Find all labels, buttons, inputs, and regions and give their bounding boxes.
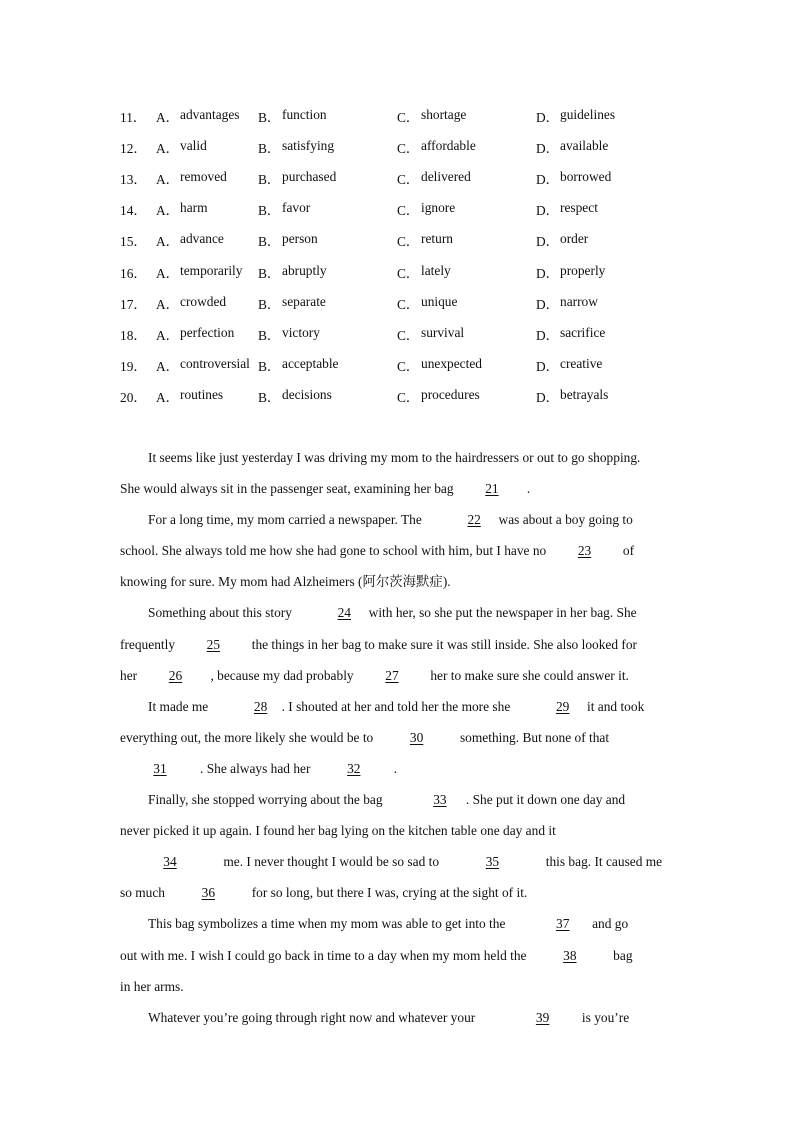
option-b[interactable] [258,294,397,313]
option-letter: D． [536,296,560,312]
option-letter: D． [536,141,560,157]
option-a[interactable] [156,169,258,188]
option-letter: A． [156,234,180,250]
option-letter: C． [397,389,420,405]
blank-35[interactable]: 35 [485,854,500,870]
option-row [120,163,680,194]
option-letter: D． [536,265,560,281]
option-word: survival [421,324,465,340]
blank-37[interactable]: 37 [556,916,570,932]
option-word: acceptable [282,355,339,371]
paragraph-5 [120,784,676,908]
option-letter: A． [156,172,180,188]
option-word: separate [282,293,326,309]
passage-text: with her, so she put the newspaper in her bag. She [365,605,637,621]
passage-text: . She always had her [200,760,314,776]
option-letter: A． [156,389,180,405]
option-a[interactable] [156,231,258,250]
paragraph-3 [120,597,676,690]
option-row [120,381,680,412]
passage-text: , because my dad probably [210,667,357,683]
option-d[interactable] [536,169,656,188]
option-letter: C． [397,172,420,188]
option-word: decisions [282,386,332,402]
option-word: victory [282,324,320,340]
blank-34[interactable]: 34 [163,854,177,870]
option-d[interactable] [536,200,656,219]
option-letter: C． [397,203,420,219]
option-word: respect [560,200,598,216]
option-b[interactable] [258,325,397,344]
passage-text: Finally, she stopped worrying about the bag [148,792,386,808]
option-word: advantages [180,107,240,123]
option-d[interactable] [536,263,656,282]
blank-30[interactable]: 30 [409,729,424,745]
passage-text: knowing for sure. My mom had Alzheimers (阿尔茨海默症). [120,574,451,590]
option-letter: A． [156,327,180,343]
option-letter: A． [156,296,180,312]
option-a[interactable] [156,387,258,406]
blank-39[interactable]: 39 [535,1009,550,1025]
question-number: 11． [120,110,147,126]
passage-text: me. I never thought I would be so sad to [220,854,443,870]
paragraph-2 [120,504,676,597]
option-d[interactable] [536,356,656,375]
option-word: borrowed [560,169,612,185]
option-word: favor [282,200,311,216]
passage-text: It made me [148,698,212,714]
passage-text: of [619,543,635,559]
blank-21[interactable]: 21 [485,481,499,497]
option-a[interactable] [156,138,258,157]
passage-text: out with me. I wish I could go back in time to a day when my mom held the [120,947,530,963]
passage-text: never picked it up again. I found her bag lying on the kitchen table one day and it [120,823,556,839]
option-row [120,350,680,381]
option-b[interactable] [258,138,397,157]
option-c[interactable] [397,200,536,219]
option-word: narrow [560,293,598,309]
option-word: satisfying [282,138,335,154]
passage-text: the things in her bag to make sure it was still inside. She also looked for [248,636,638,652]
option-letter: B． [258,358,281,374]
option-b[interactable] [258,356,397,375]
option-word: procedures [421,386,480,402]
option-word: creative [560,355,603,371]
option-row [120,101,680,132]
option-word: return [421,231,453,247]
option-b[interactable] [258,169,397,188]
question-number: 19． [120,358,147,374]
option-word: purchased [282,169,337,185]
option-letter: D． [536,203,560,219]
passage-text: frequently [120,636,179,652]
question-number: 16． [120,265,147,281]
blank-25[interactable]: 25 [206,636,221,652]
option-c[interactable] [397,387,536,406]
option-word: guidelines [560,107,616,123]
option-b[interactable] [258,200,397,219]
option-word: abruptly [282,262,327,278]
option-c[interactable] [397,263,536,282]
answer-options-table [120,101,680,412]
option-letter: B． [258,203,281,219]
option-c[interactable] [397,231,536,250]
option-letter: B． [258,389,281,405]
blank-38[interactable]: 38 [563,947,577,963]
blank-28[interactable]: 28 [253,698,268,714]
option-letter: B． [258,234,281,250]
option-d[interactable] [536,387,656,406]
option-word: order [560,231,589,247]
passage-text: something. But none of that [456,729,610,745]
question-number: 17． [120,296,147,312]
option-word: temporarily [180,262,243,278]
option-row [120,194,680,225]
paragraph-4 [120,691,676,784]
option-letter: D． [536,389,560,405]
option-b[interactable] [258,387,397,406]
option-letter: C． [397,234,420,250]
option-c[interactable] [397,294,536,313]
passage-text: in her arms. [120,978,184,994]
option-word: shortage [421,107,467,123]
option-word: affordable [421,138,476,154]
option-c[interactable] [397,325,536,344]
option-word: harm [180,200,208,216]
option-d[interactable] [536,107,656,126]
passage-text: her to make sure she could answer it. [426,667,629,683]
option-word: sacrifice [560,324,606,340]
option-word: available [560,138,609,154]
option-word: delivered [421,169,471,185]
question-number: 13． [120,172,147,188]
passage-text: For a long time, my mom carried a newspaper. The [148,512,426,528]
option-row [120,256,680,287]
passage-text: This bag symbolizes a time when my mom was able to get into the [148,916,509,932]
passage-text: . I shouted at her and told her the more she [281,698,514,714]
option-letter: B． [258,110,281,126]
option-letter: A． [156,265,180,281]
option-row [120,132,680,163]
option-word: controversial [180,355,250,371]
blank-22[interactable]: 22 [467,512,481,528]
option-letter: D． [536,234,560,250]
question-number: 14． [120,203,147,219]
blank-29[interactable]: 29 [555,698,570,714]
option-a[interactable] [156,325,258,344]
option-word: ignore [421,200,456,216]
option-d[interactable] [536,294,656,313]
option-word: valid [180,138,207,154]
passage-text: and go [588,916,629,932]
option-c[interactable] [397,356,536,375]
option-letter: C． [397,265,420,281]
option-word: crowded [180,293,227,309]
option-row [120,319,680,350]
option-a[interactable] [156,263,258,282]
passage-text: . [526,481,531,497]
blank-24[interactable]: 24 [337,605,351,621]
option-d[interactable] [536,138,656,157]
blank-36[interactable]: 36 [201,885,216,901]
option-word: unexpected [421,355,482,371]
paragraph-7 [120,1002,676,1033]
option-letter: A． [156,203,180,219]
option-letter: C． [397,296,420,312]
option-letter: D． [536,358,560,374]
paragraph-1 [120,442,676,504]
option-letter: D． [536,172,560,188]
passage-text: Something about this story [148,605,296,621]
option-c[interactable] [397,169,536,188]
option-letter: B． [258,172,281,188]
blank-23[interactable]: 23 [577,543,592,559]
passage-text: She would always sit in the passenger seat, examining her bag [120,481,457,497]
passage-text: Whatever you’re going through right now and whatever your [148,1009,479,1025]
passage-text: for so long, but there I was, crying at the sight of it. [248,885,528,901]
blank-31[interactable]: 31 [153,760,167,776]
passage-text: everything out, the more likely she would be to [120,729,377,745]
passage-text: this bag. It caused me [542,854,663,870]
option-letter: B． [258,296,281,312]
passage-text: . [393,760,398,776]
option-letter: C． [397,141,420,157]
option-letter: B． [258,141,281,157]
blank-27[interactable]: 27 [385,667,399,683]
option-word: removed [180,169,227,185]
option-word: lately [421,262,451,278]
option-word: routines [180,386,224,402]
option-a[interactable] [156,356,258,375]
option-c[interactable] [397,138,536,157]
blank-26[interactable]: 26 [168,667,183,683]
option-b[interactable] [258,231,397,250]
passage-text: it and took [583,698,645,714]
option-row [120,225,680,256]
passage-text: . She put it down one day and [465,792,626,808]
passage-text: is you’re [578,1009,630,1025]
option-c[interactable] [397,107,536,126]
option-d[interactable] [536,231,656,250]
option-a[interactable] [156,200,258,219]
option-d[interactable] [536,325,656,344]
option-b[interactable] [258,107,397,126]
question-number: 12． [120,141,147,157]
option-word: betrayals [560,386,609,402]
option-letter: A． [156,358,180,374]
blank-32[interactable]: 32 [347,760,361,776]
passage-text: her [120,667,141,683]
option-row [120,288,680,319]
option-letter: A． [156,141,180,157]
paragraph-6 [120,908,676,1001]
option-word: function [282,107,327,123]
option-letter: D． [536,110,560,126]
option-a[interactable] [156,294,258,313]
passage-text: so much [120,885,169,901]
passage-text: bag [609,947,633,963]
option-word: unique [421,293,458,309]
passage-text: school. She always told me how she had gone to school with him, but I have no [120,543,550,559]
passage-text: was about a boy going to [495,512,633,528]
option-letter: C． [397,358,420,374]
option-letter: D． [536,327,560,343]
option-word: person [282,231,318,247]
question-number: 15． [120,234,147,250]
question-number: 18． [120,327,147,343]
option-letter: B． [258,327,281,343]
option-b[interactable] [258,263,397,282]
option-word: perfection [180,324,235,340]
option-a[interactable] [156,107,258,126]
passage-text: It seems like just yesterday I was driving my mom to the hairdressers or out to go shopping. [148,450,641,465]
question-number: 20． [120,389,147,405]
option-word: advance [180,231,224,247]
option-letter: C． [397,327,420,343]
option-letter: B． [258,265,281,281]
option-letter: C． [397,110,420,126]
option-word: properly [560,262,606,278]
option-letter: A． [156,110,180,126]
cloze-passage [120,442,676,1033]
blank-33[interactable]: 33 [433,792,447,808]
